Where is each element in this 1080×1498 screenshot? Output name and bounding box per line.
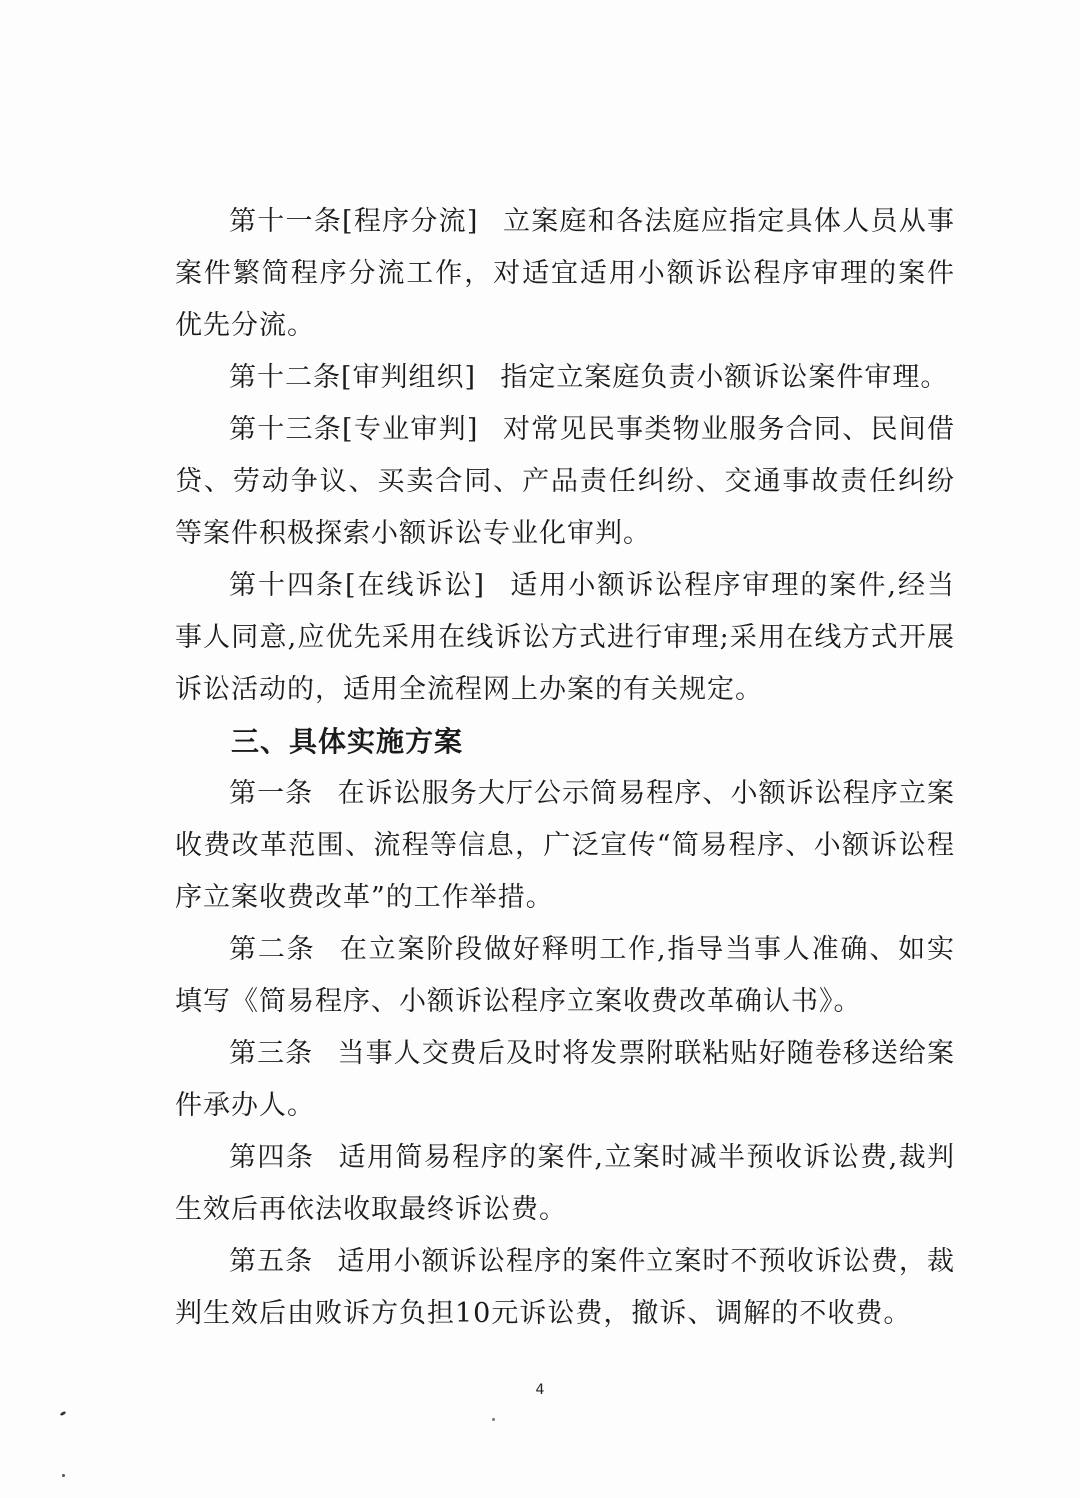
- scan-speck: [492, 1418, 495, 1421]
- article-title: 第三条: [229, 1038, 314, 1069]
- article-text: 在诉讼服务大厅公示简易程序、小额诉讼程序立案收费改革范围、流程等信息，广泛宣传“简易程序、小额诉讼程序立案收费改革”的工作举措。: [175, 778, 956, 913]
- scan-speck: [62, 1474, 65, 1477]
- article-12: [175, 352, 955, 404]
- implementation-article-4: [175, 1132, 955, 1236]
- article-title: 第一条: [229, 778, 314, 809]
- article-text: 指定立案庭负责小额诉讼案件审理。: [500, 362, 949, 393]
- page-number: 4: [535, 1382, 545, 1398]
- document-body: [175, 196, 955, 1340]
- section-heading: 三、具体实施方案: [231, 725, 464, 758]
- article-title: 第十一条[程序分流]: [229, 206, 479, 237]
- article-title: 第十四条[在线诉讼]: [229, 570, 486, 601]
- article-title: 第五条: [229, 1246, 314, 1277]
- article-text: 适用小额诉讼程序的案件立案时不预收诉讼费，裁判生效后由败诉方负担10元诉讼费，撤诉、调解的不收费。: [175, 1246, 956, 1329]
- implementation-article-1: [175, 768, 955, 924]
- article-text: 适用简易程序的案件,立案时减半预收诉讼费,裁判生效后再依法收取最终诉讼费。: [175, 1142, 955, 1225]
- implementation-article-2: [175, 924, 955, 1028]
- implementation-article-3: [175, 1028, 955, 1132]
- article-11: [175, 196, 955, 352]
- article-title: 第二条: [229, 934, 316, 965]
- article-text: 在立案阶段做好释明工作,指导当事人准确、如实填写《简易程序、小额诉讼程序立案收费改革确认书》。: [175, 934, 955, 1017]
- article-title: 第四条: [229, 1142, 315, 1173]
- article-title: 第十二条[审判组织]: [229, 362, 477, 393]
- article-text: 适用小额诉讼程序审理的案件,经当事人同意,应优先采用在线诉讼方式进行审理;采用在线方式开展诉讼活动的，适用全流程网上办案的有关规定。: [175, 570, 955, 705]
- implementation-article-5: [175, 1236, 955, 1340]
- article-text: 当事人交费后及时将发票附联粘贴好随卷移送给案件承办人。: [175, 1038, 956, 1121]
- article-title: 第十三条[专业审判]: [229, 414, 479, 445]
- article-text: 对常见民事类物业服务合同、民间借贷、劳动争议、买卖合同、产品责任纠纷、交通事故责任纠纷等案件积极探索小额诉讼专业化审判。: [175, 414, 955, 549]
- article-13: [175, 404, 955, 560]
- article-text: 立案庭和各法庭应指定具体人员从事案件繁简程序分流工作，对适宜适用小额诉讼程序审理的案件优先分流。: [175, 206, 955, 341]
- scan-speck: [60, 1411, 67, 1417]
- article-14: [175, 560, 955, 716]
